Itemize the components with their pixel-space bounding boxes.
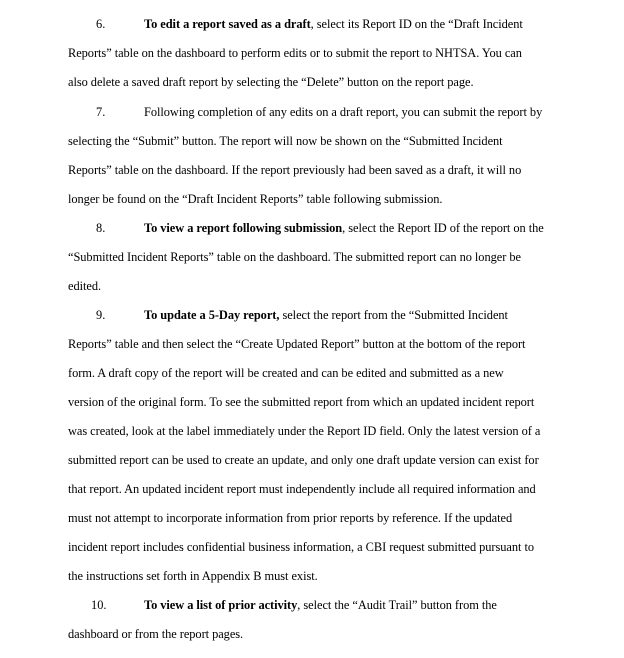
paragraph-line: longer be found on the “Draft Incident Reports” table following submission.: [68, 192, 443, 206]
paragraph-number: 7.: [96, 105, 106, 119]
paragraph-line: was created, look at the label immediately under the Report ID field. Only the latest version of a: [68, 424, 541, 438]
paragraph-number: 10.: [91, 598, 107, 612]
paragraph-line: form. A draft copy of the report will be created and can be edited and submitted as a new: [68, 366, 504, 380]
paragraph-line: dashboard or from the report pages.: [68, 627, 244, 641]
paragraph-first-line: [144, 218, 544, 238]
paragraph-first-line-text: Following completion of any edits on a draft report, you can submit the report by: [144, 105, 543, 119]
paragraph-first-line-text: , select the Report ID of the report on the: [342, 221, 544, 235]
paragraph-first-line: [144, 14, 523, 34]
paragraph-line: incident report includes confidential business information, a CBI request submitted pursuant to: [68, 540, 534, 554]
paragraph-number: 6.: [96, 17, 106, 31]
paragraph-first-line: [144, 102, 542, 122]
paragraph-heading: To view a report following submission: [144, 221, 343, 235]
paragraph-first-line-text: select the report from the “Submitted Incident: [279, 308, 508, 322]
paragraph-heading: To update a 5-Day report,: [144, 308, 280, 322]
paragraph-line: that report. An updated incident report must independently include all required information and: [68, 482, 536, 496]
paragraph-line: selecting the “Submit” button. The report will now be shown on the “Submitted Incident: [68, 134, 503, 148]
paragraph-line: version of the original form. To see the submitted report from which an updated incident report: [68, 395, 535, 409]
paragraph-heading: To view a list of prior activity: [144, 598, 298, 612]
paragraph-line: must not attempt to incorporate information from prior reports by reference. If the updated: [68, 511, 513, 525]
paragraph-heading: To edit a report saved as a draft: [144, 17, 311, 31]
paragraph-line: “Submitted Incident Reports” table on the dashboard. The submitted report can no longer be: [68, 250, 521, 264]
paragraph-line: Reports” table and then select the “Create Updated Report” button at the bottom of the report: [68, 337, 526, 351]
paragraph-line: edited.: [68, 279, 102, 293]
paragraph-number: 9.: [96, 308, 106, 322]
paragraph-line: Reports” table on the dashboard to perform edits or to submit the report to NHTSA. You can: [68, 46, 522, 60]
paragraph-line: submitted report can be used to create an update, and only one draft update version can exist for: [68, 453, 539, 467]
paragraph-line: also delete a saved draft report by selecting the “Delete” button on the report page.: [68, 75, 474, 89]
paragraph-number: 8.: [96, 221, 106, 235]
paragraph-first-line-text: , select the “Audit Trail” button from the: [297, 598, 497, 612]
paragraph-line: Reports” table on the dashboard. If the report previously had been saved as a draft, it will no: [68, 163, 522, 177]
paragraph-first-line: [144, 595, 497, 615]
paragraph-line: the instructions set forth in Appendix B must exist.: [68, 569, 318, 583]
paragraph-first-line-text: , select its Report ID on the “Draft Incident: [310, 17, 523, 31]
paragraph-first-line: [144, 305, 508, 325]
